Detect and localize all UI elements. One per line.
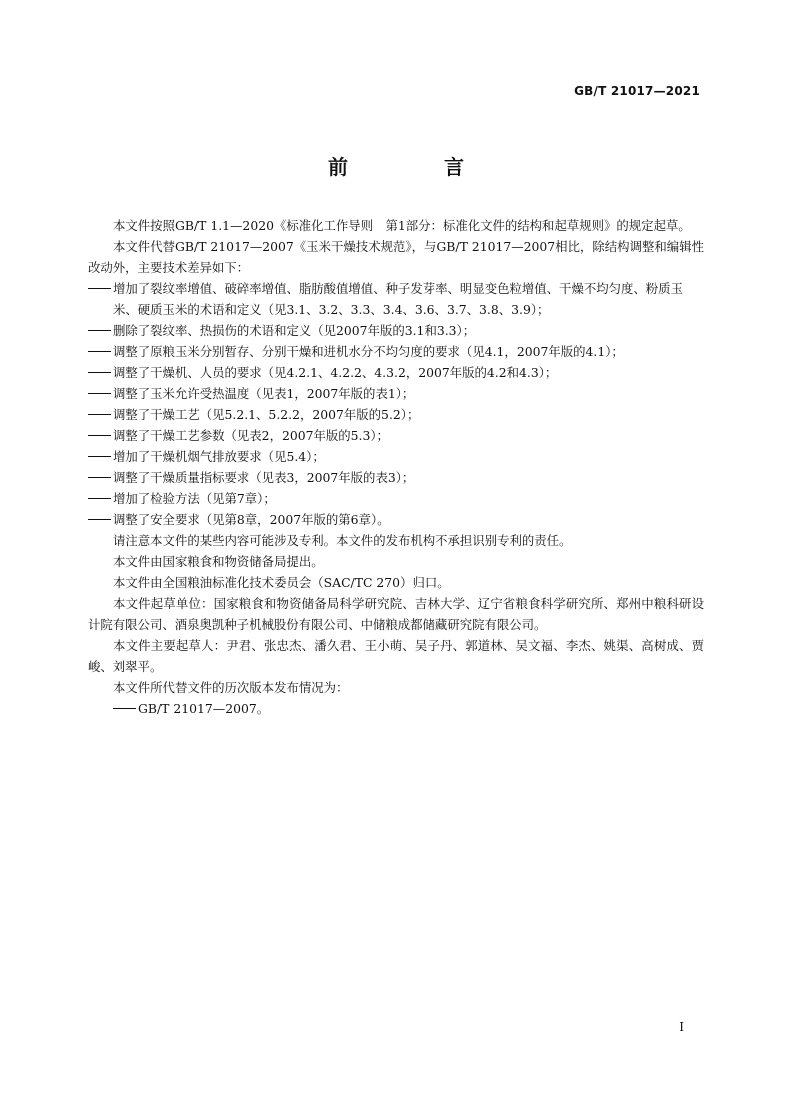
paragraph: 本文件按照GB/T 1.1—2020《标准化工作导则 第1部分：标准化文件的结构和起草规则》的规定起草。 [113, 218, 691, 233]
dash-mark [88, 446, 113, 467]
list-item-text: 调整了干燥工艺参数（见表2，2007年版的5.3）； [113, 428, 389, 443]
paragraph: 本文件主要起草人：尹君、张忠杰、潘久君、王小萌、吴子丹、郭道林、吴文福、李杰、姚渠、高树成、贾峻、刘翠平。 [88, 638, 704, 674]
list-item [88, 425, 704, 446]
document-body [88, 215, 704, 719]
dash-mark [88, 467, 113, 488]
dash-mark [88, 425, 113, 446]
list-item-text: 调整了原粮玉米分别暂存、分别干燥和进机水分不均匀度的要求（见4.1，2007年版的4.1）； [113, 344, 624, 359]
list-item-text: 调整了干燥工艺（见5.2.1、5.2.2，2007年版的5.2）； [113, 407, 420, 422]
standard-code: GB/T 21017—2021 [574, 84, 700, 98]
dash-mark [88, 320, 113, 341]
paragraph: 本文件由国家粮食和物资储备局提出。 [113, 554, 324, 569]
page-title: 前 言 [328, 155, 502, 179]
list-item-text: 调整了玉米允许受热温度（见表1，2007年版的表1）； [113, 386, 415, 401]
dash-mark [88, 488, 113, 509]
dash-mark [88, 362, 113, 383]
list-item-text: 增加了裂纹率增值、破碎率增值、脂肪酸值增值、种子发芽率、明显变色粒增值、干燥不均匀度、粉质玉米、硬质玉米的术语和定义（见3.1、3.2、3.3、3.4、3.6、3.7、3.8、3.9）； [113, 281, 683, 317]
dash-mark [88, 278, 113, 320]
list-item-text: 调整了干燥质量指标要求（见表3，2007年版的表3）； [113, 470, 415, 485]
dash-mark [88, 404, 113, 425]
history-item [88, 698, 704, 719]
paragraph: 本文件代替GB/T 21017—2007《玉米干燥技术规范》，与GB/T 21017—2007相比，除结构调整和编辑性改动外，主要技术差异如下： [88, 239, 704, 275]
list-item-text: 增加了干燥机烟气排放要求（见5.4）； [113, 449, 325, 464]
page-number: I [679, 1020, 684, 1034]
list-item [88, 446, 704, 467]
paragraph: 本文件由全国粮油标准化技术委员会（SAC/TC 270）归口。 [113, 575, 450, 590]
paragraph: 请注意本文件的某些内容可能涉及专利。本文件的发布机构不承担识别专利的责任。 [113, 533, 572, 548]
dash-mark [88, 383, 113, 404]
list-item-text: 增加了检验方法（见第7章）； [113, 491, 276, 506]
list-item [88, 467, 704, 488]
history-item-text: GB/T 21017—2007。 [138, 701, 270, 716]
list-item-text: 删除了裂纹率、热损伤的术语和定义（见2007年版的3.1和3.3）； [113, 323, 476, 338]
list-item [88, 488, 704, 509]
list-item [88, 278, 704, 320]
list-item-text: 调整了安全要求（见第8章，2007年版的第6章）。 [113, 512, 390, 527]
paragraph: 本文件起草单位：国家粮食和物资储备局科学研究院、吉林大学、辽宁省粮食科学研究所、郑州中粮科研设计院有限公司、酒泉奥凯种子机械股份有限公司、中储粮成都储藏研究院有限公司。 [88, 596, 704, 632]
dash-mark [88, 509, 113, 530]
list-item [88, 362, 704, 383]
dash-mark [113, 698, 138, 719]
dash-mark [88, 341, 113, 362]
list-item [88, 383, 704, 404]
list-item [88, 320, 704, 341]
list-item [88, 404, 704, 425]
list-item [88, 509, 704, 530]
list-item-text: 调整了干燥机、人员的要求（见4.2.1、4.2.2、4.3.2，2007年版的4.2和4.3）； [113, 365, 558, 380]
paragraph: 本文件所代替文件的历次版本发布情况为： [113, 680, 349, 695]
list-item [88, 341, 704, 362]
